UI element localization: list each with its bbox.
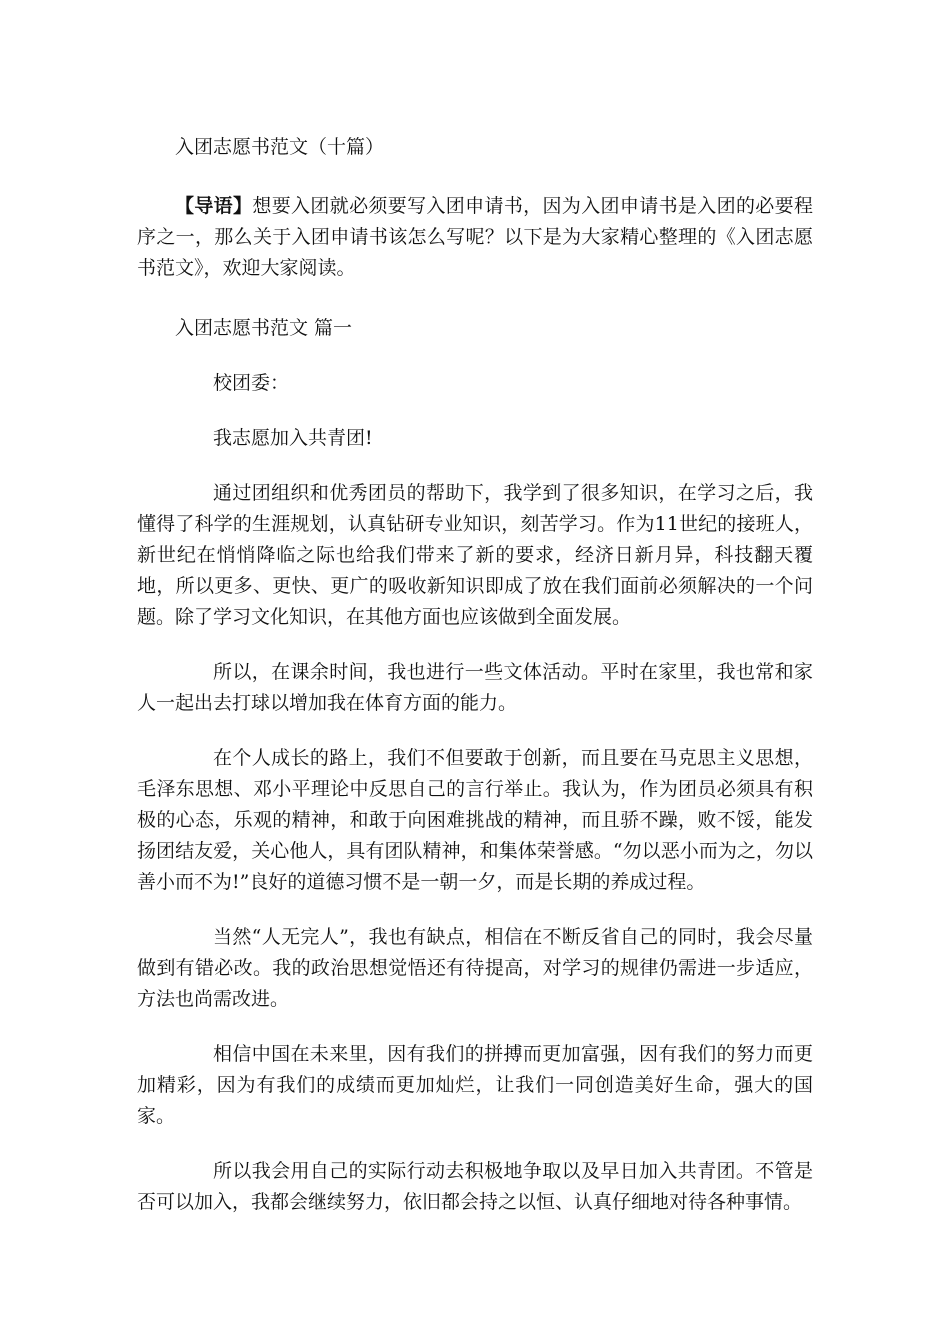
document-title: 入团志愿书范文（十篇） <box>175 136 385 158</box>
opening-line: 我志愿加入共青团! <box>213 427 373 449</box>
salutation: 校团委： <box>213 372 290 394</box>
body-paragraph-2: 所以，在课余时间，我也进行一些文体活动。平时在家里，我也常和家人一起出去打球以增加我在体育方面的能力。 <box>137 661 813 714</box>
lead-text: 想要入团就必须要写入团申请书，因为入团申请书是入团的必要程序之一，那么关于入团申请书该怎么写呢？以下是为大家精心整理的《入团志愿书范文》，欢迎大家阅读。 <box>137 195 813 279</box>
body-paragraph-6: 所以我会用自己的实际行动去积极地争取以及早日加入共青团。不管是否可以加入，我都会继续努力，依旧都会持之以恒、认真仔细地对待各种事情。 <box>137 1160 813 1213</box>
document-body <box>137 132 813 1242</box>
section-heading: 入团志愿书范文 篇一 <box>175 317 353 339</box>
body-paragraph-4: 当然“人无完人”，我也有缺点，相信在不断反省自己的同时，我会尽量做到有错必改。我的政治思想觉悟还有待提高，对学习的规律仍需进一步适应，方法也尚需改进。 <box>137 926 813 1010</box>
lead-paragraph <box>137 191 813 284</box>
body-paragraph-1: 通过团组织和优秀团员的帮助下，我学到了很多知识，在学习之后，我懂得了科学的生涯规划，认真钻研专业知识，刻苦学习。作为11世纪的接班人，新世纪在悄悄降临之际也给我们带来了新的要求，经济日新月异，科技翻天覆地，所以更多、更快、更广的吸收新知识即成了放在我们面前必须解决的一个问题。除了学习文化知识，在其他方面也应该做到全面发展。 <box>137 482 813 628</box>
body-paragraph-5: 相信中国在未来里，因有我们的拼搏而更加富强，因有我们的努力而更加精彩，因为有我们的成绩而更加灿烂，让我们一同创造美好生命，强大的国家。 <box>137 1043 813 1127</box>
body-paragraph-3: 在个人成长的路上，我们不但要敢于创新，而且要在马克思主义思想，毛泽东思想、邓小平理论中反思自己的言行举止。我认为，作为团员必须具有积极的心态，乐观的精神，和敢于向困难挑战的精神，而且骄不躁，败不馁，能发扬团结友爱，关心他人，具有团队精神，和集体荣誉感。“勿以恶小而为之，勿以善小而不为!”良好的道德习惯不是一朝一夕，而是长期的养成过程。 <box>137 747 813 893</box>
lead-tag: 【导语】 <box>175 195 253 217</box>
